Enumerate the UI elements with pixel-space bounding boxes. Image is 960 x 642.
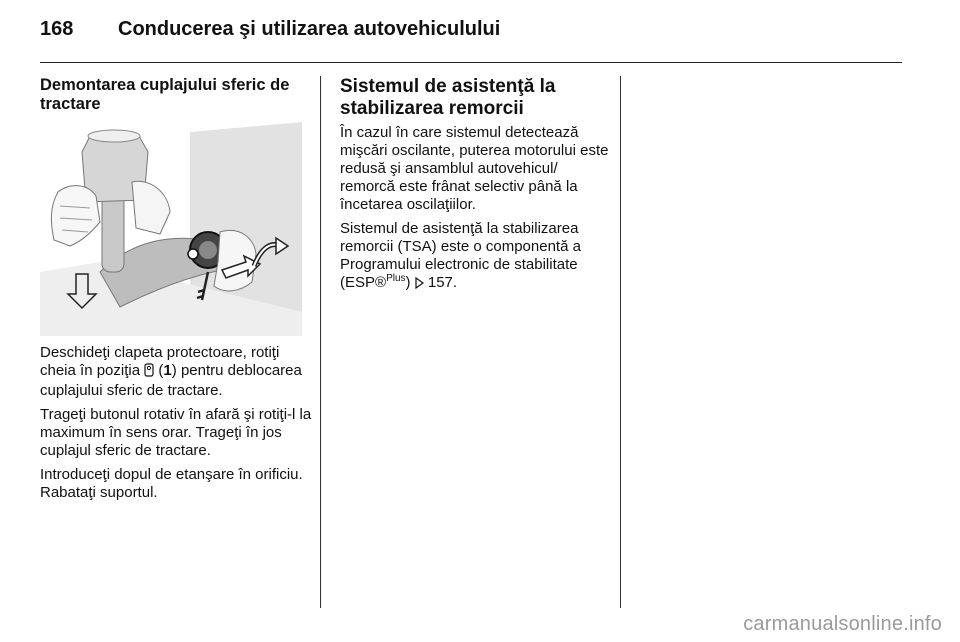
paragraph-tsa-component-text: Sistemul de asistenţă la stabilizarea remorcii (TSA) este o componentă a Programului electronic de stabilitate (ESP® [340, 220, 581, 291]
chapter-title: Conducerea şi utilizarea autovehiculului [118, 18, 501, 40]
column-divider-left [320, 76, 321, 608]
key-position-icon [144, 363, 154, 382]
paragraph-unlock-text-a: Deschideţi clapeta protectoare, rotiţi cheia în poziţia [40, 344, 280, 379]
paragraph-unlock-text-b: pentru deblocarea cuplajului sferic de tractare. [40, 362, 302, 399]
paragraph-tsa-function: În cazul în care sistemul detectează mişcări oscilante, puterea motorului este redusă şi ansamblul autovehicul/ remorcă este frânat selectiv până la încetarea oscilaţiilor. [340, 124, 609, 213]
left-column [40, 76, 312, 502]
paragraph-tsa-component-close: ) [405, 274, 411, 291]
right-column [340, 76, 612, 294]
esp-plus-superscript: Plus [386, 273, 406, 284]
page-reference-link[interactable]: 157. [427, 274, 458, 291]
paragraph-tsa-component [340, 220, 612, 294]
section-heading-tsa: Sistemul de asistenţă la stabilizarea remorcii [340, 76, 556, 119]
section-heading-tow-hook: Demontarea cuplajului sferic de tractare [40, 76, 290, 113]
tow-hook-removal-illustration [40, 122, 302, 336]
watermark: carmanualsonline.info [743, 613, 942, 635]
page-header [40, 16, 902, 63]
key-position-ref: 1 [163, 362, 172, 379]
column-divider-right [620, 76, 621, 608]
page-number: 168 [40, 18, 74, 40]
paragraph-unlock: Deschideţi clapeta protectoare, rotiţi cheia în poziţia (1) pentru deblocarea cuplajului sferic de tractare. [40, 344, 302, 399]
paragraph-pull-knob: Trageţi butonul rotativ în afară şi rotiţi-l la maximum în sens orar. Trageţi în jos cuplajul sferic de tractare. [40, 406, 312, 459]
page-reference-icon [415, 276, 424, 294]
paragraph-seal-plug: Introduceţi dopul de etanşare în orificiu. Rabataţi suportul. [40, 466, 303, 501]
